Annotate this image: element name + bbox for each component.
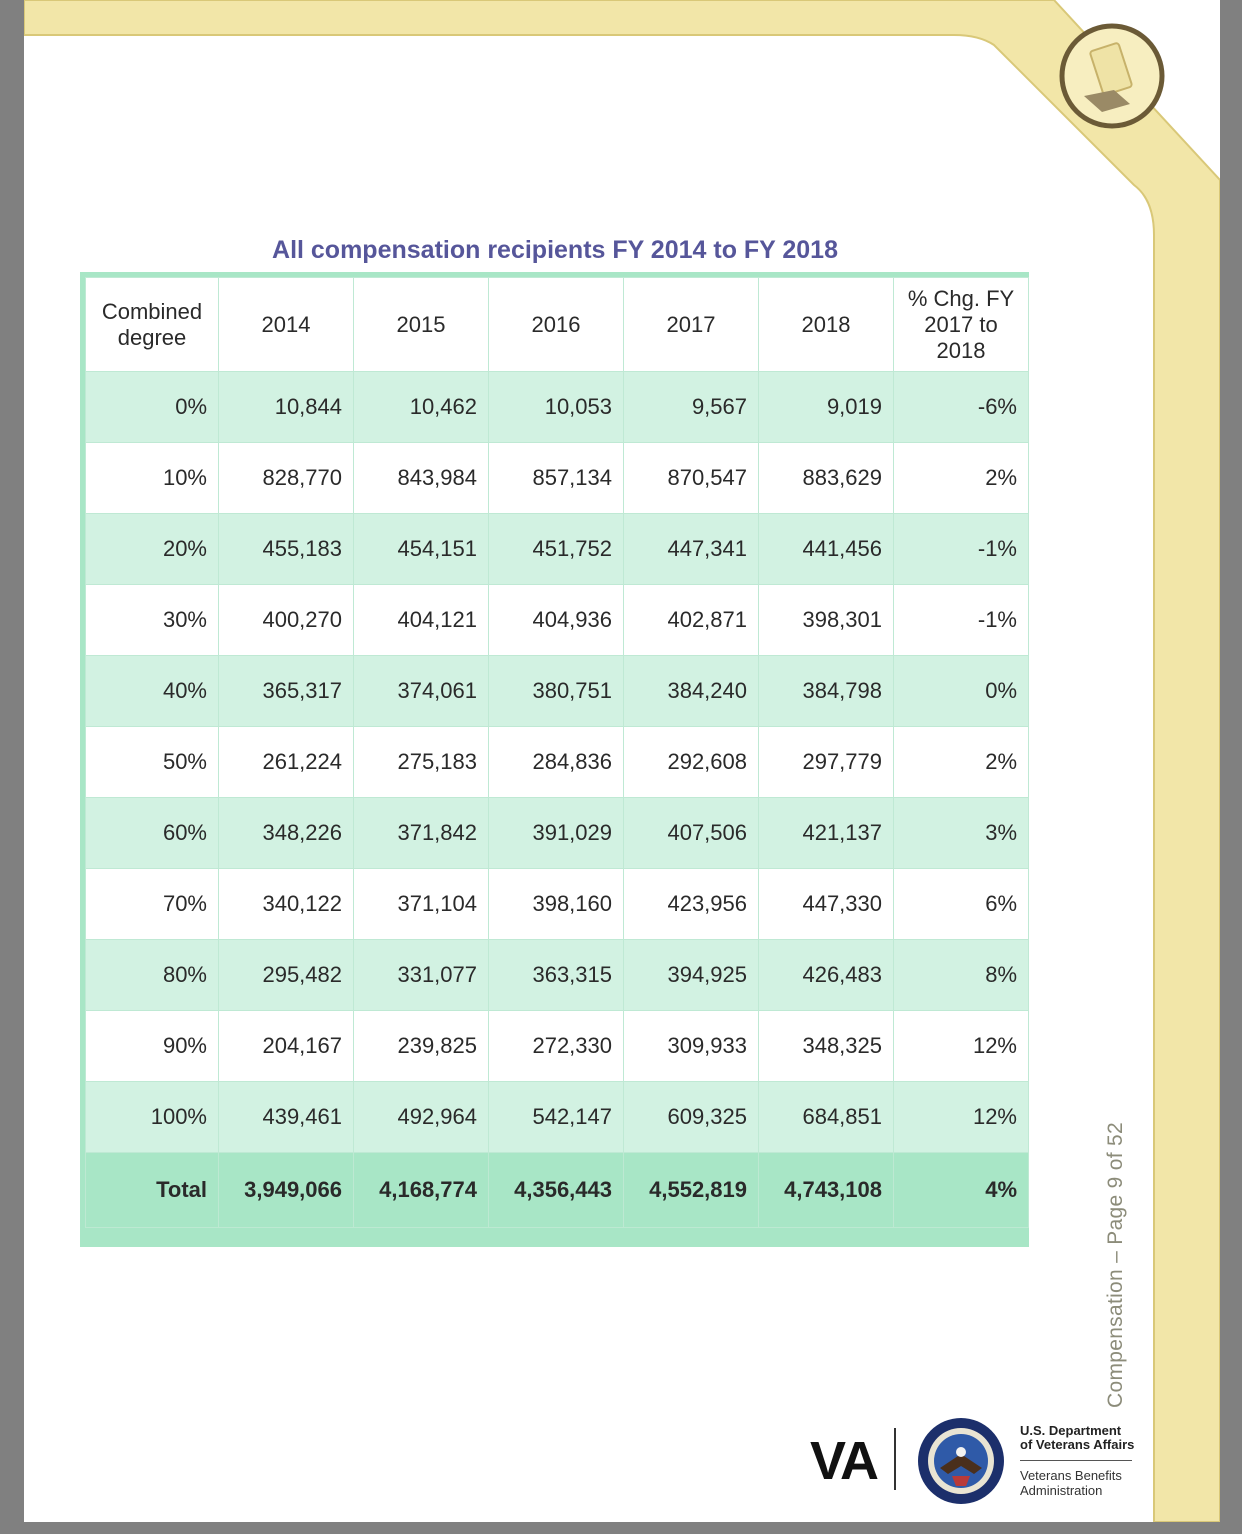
- degree-cell: 40%: [86, 656, 219, 727]
- value-cell: 426,483: [759, 940, 894, 1011]
- value-cell: 374,061: [354, 656, 489, 727]
- value-cell: 297,779: [759, 727, 894, 798]
- degree-cell: 30%: [86, 585, 219, 656]
- degree-cell: 20%: [86, 514, 219, 585]
- value-cell: 883,629: [759, 443, 894, 514]
- value-cell: 10,053: [489, 372, 624, 443]
- value-cell: 261,224: [219, 727, 354, 798]
- degree-cell: 0%: [86, 372, 219, 443]
- value-cell: 684,851: [759, 1082, 894, 1153]
- value-cell: 439,461: [219, 1082, 354, 1153]
- degree-cell: 90%: [86, 1011, 219, 1082]
- column-header: 2014: [219, 278, 354, 372]
- value-cell: 10,462: [354, 372, 489, 443]
- value-cell: 0%: [894, 656, 1029, 727]
- logo-divider: [894, 1428, 896, 1490]
- table-title: All compensation recipients FY 2014 to FY 2018: [272, 236, 838, 264]
- header-row: [86, 278, 1029, 372]
- value-cell: 348,226: [219, 798, 354, 869]
- total-row: [86, 1153, 1029, 1228]
- value-cell: 492,964: [354, 1082, 489, 1153]
- table-row: [86, 1082, 1029, 1153]
- value-cell: 295,482: [219, 940, 354, 1011]
- page-indicator: Compensation – Page 9 of 52: [1104, 1122, 1127, 1408]
- table-row: [86, 940, 1029, 1011]
- value-cell: 292,608: [624, 727, 759, 798]
- value-cell: 441,456: [759, 514, 894, 585]
- value-cell: 363,315: [489, 940, 624, 1011]
- degree-cell: 80%: [86, 940, 219, 1011]
- column-header: 2017: [624, 278, 759, 372]
- total-cell: 3,949,066: [219, 1153, 354, 1228]
- column-header: Combined degree: [86, 278, 219, 372]
- value-cell: 2%: [894, 443, 1029, 514]
- column-header: 2016: [489, 278, 624, 372]
- value-cell: 9,019: [759, 372, 894, 443]
- column-header: 2015: [354, 278, 489, 372]
- value-cell: 404,121: [354, 585, 489, 656]
- column-header: 2018: [759, 278, 894, 372]
- value-cell: 2%: [894, 727, 1029, 798]
- degree-cell: 60%: [86, 798, 219, 869]
- table-row: [86, 727, 1029, 798]
- value-cell: 454,151: [354, 514, 489, 585]
- degree-cell: 50%: [86, 727, 219, 798]
- value-cell: 542,147: [489, 1082, 624, 1153]
- total-label: Total: [86, 1153, 219, 1228]
- value-cell: 380,751: [489, 656, 624, 727]
- va-logo-text: VA: [810, 1431, 878, 1491]
- value-cell: 447,330: [759, 869, 894, 940]
- administration-name: Veterans Benefits Administration: [1020, 1468, 1122, 1498]
- total-cell: 4,743,108: [759, 1153, 894, 1228]
- value-cell: 394,925: [624, 940, 759, 1011]
- value-cell: 404,936: [489, 585, 624, 656]
- table-row: [86, 372, 1029, 443]
- value-cell: 331,077: [354, 940, 489, 1011]
- compensation-table-wrapper: [80, 272, 1029, 1247]
- table-row: [86, 443, 1029, 514]
- table-row: [86, 1011, 1029, 1082]
- value-cell: 6%: [894, 869, 1029, 940]
- column-header: % Chg. FY 2017 to 2018: [894, 278, 1029, 372]
- value-cell: 272,330: [489, 1011, 624, 1082]
- degree-cell: 100%: [86, 1082, 219, 1153]
- value-cell: -1%: [894, 585, 1029, 656]
- compensation-table: [85, 277, 1029, 1228]
- table-row: [86, 798, 1029, 869]
- value-cell: 423,956: [624, 869, 759, 940]
- total-cell: 4%: [894, 1153, 1029, 1228]
- value-cell: 3%: [894, 798, 1029, 869]
- department-divider: [1020, 1460, 1132, 1461]
- value-cell: 371,842: [354, 798, 489, 869]
- value-cell: 384,240: [624, 656, 759, 727]
- value-cell: 857,134: [489, 443, 624, 514]
- value-cell: 398,160: [489, 869, 624, 940]
- value-cell: 398,301: [759, 585, 894, 656]
- value-cell: 284,836: [489, 727, 624, 798]
- value-cell: 9,567: [624, 372, 759, 443]
- value-cell: 309,933: [624, 1011, 759, 1082]
- value-cell: 239,825: [354, 1011, 489, 1082]
- table-row: [86, 514, 1029, 585]
- va-footer-logo: [810, 1410, 1150, 1510]
- value-cell: 391,029: [489, 798, 624, 869]
- value-cell: 204,167: [219, 1011, 354, 1082]
- value-cell: 407,506: [624, 798, 759, 869]
- value-cell: 8%: [894, 940, 1029, 1011]
- value-cell: 609,325: [624, 1082, 759, 1153]
- degree-cell: 10%: [86, 443, 219, 514]
- value-cell: 870,547: [624, 443, 759, 514]
- table-row: [86, 869, 1029, 940]
- va-seal-icon: [916, 1416, 1006, 1506]
- value-cell: 348,325: [759, 1011, 894, 1082]
- table-row: [86, 585, 1029, 656]
- value-cell: 10,844: [219, 372, 354, 443]
- value-cell: 828,770: [219, 443, 354, 514]
- value-cell: -1%: [894, 514, 1029, 585]
- total-cell: 4,168,774: [354, 1153, 489, 1228]
- value-cell: 447,341: [624, 514, 759, 585]
- value-cell: 371,104: [354, 869, 489, 940]
- value-cell: 365,317: [219, 656, 354, 727]
- value-cell: 843,984: [354, 443, 489, 514]
- value-cell: 384,798: [759, 656, 894, 727]
- value-cell: 275,183: [354, 727, 489, 798]
- total-cell: 4,552,819: [624, 1153, 759, 1228]
- degree-cell: 70%: [86, 869, 219, 940]
- value-cell: 421,137: [759, 798, 894, 869]
- value-cell: 400,270: [219, 585, 354, 656]
- value-cell: 12%: [894, 1011, 1029, 1082]
- document-page: [24, 0, 1220, 1522]
- department-name: U.S. Department of Veterans Affairs: [1020, 1423, 1135, 1452]
- value-cell: 402,871: [624, 585, 759, 656]
- total-cell: 4,356,443: [489, 1153, 624, 1228]
- value-cell: 451,752: [489, 514, 624, 585]
- value-cell: 455,183: [219, 514, 354, 585]
- value-cell: 12%: [894, 1082, 1029, 1153]
- table-row: [86, 656, 1029, 727]
- value-cell: -6%: [894, 372, 1029, 443]
- value-cell: 340,122: [219, 869, 354, 940]
